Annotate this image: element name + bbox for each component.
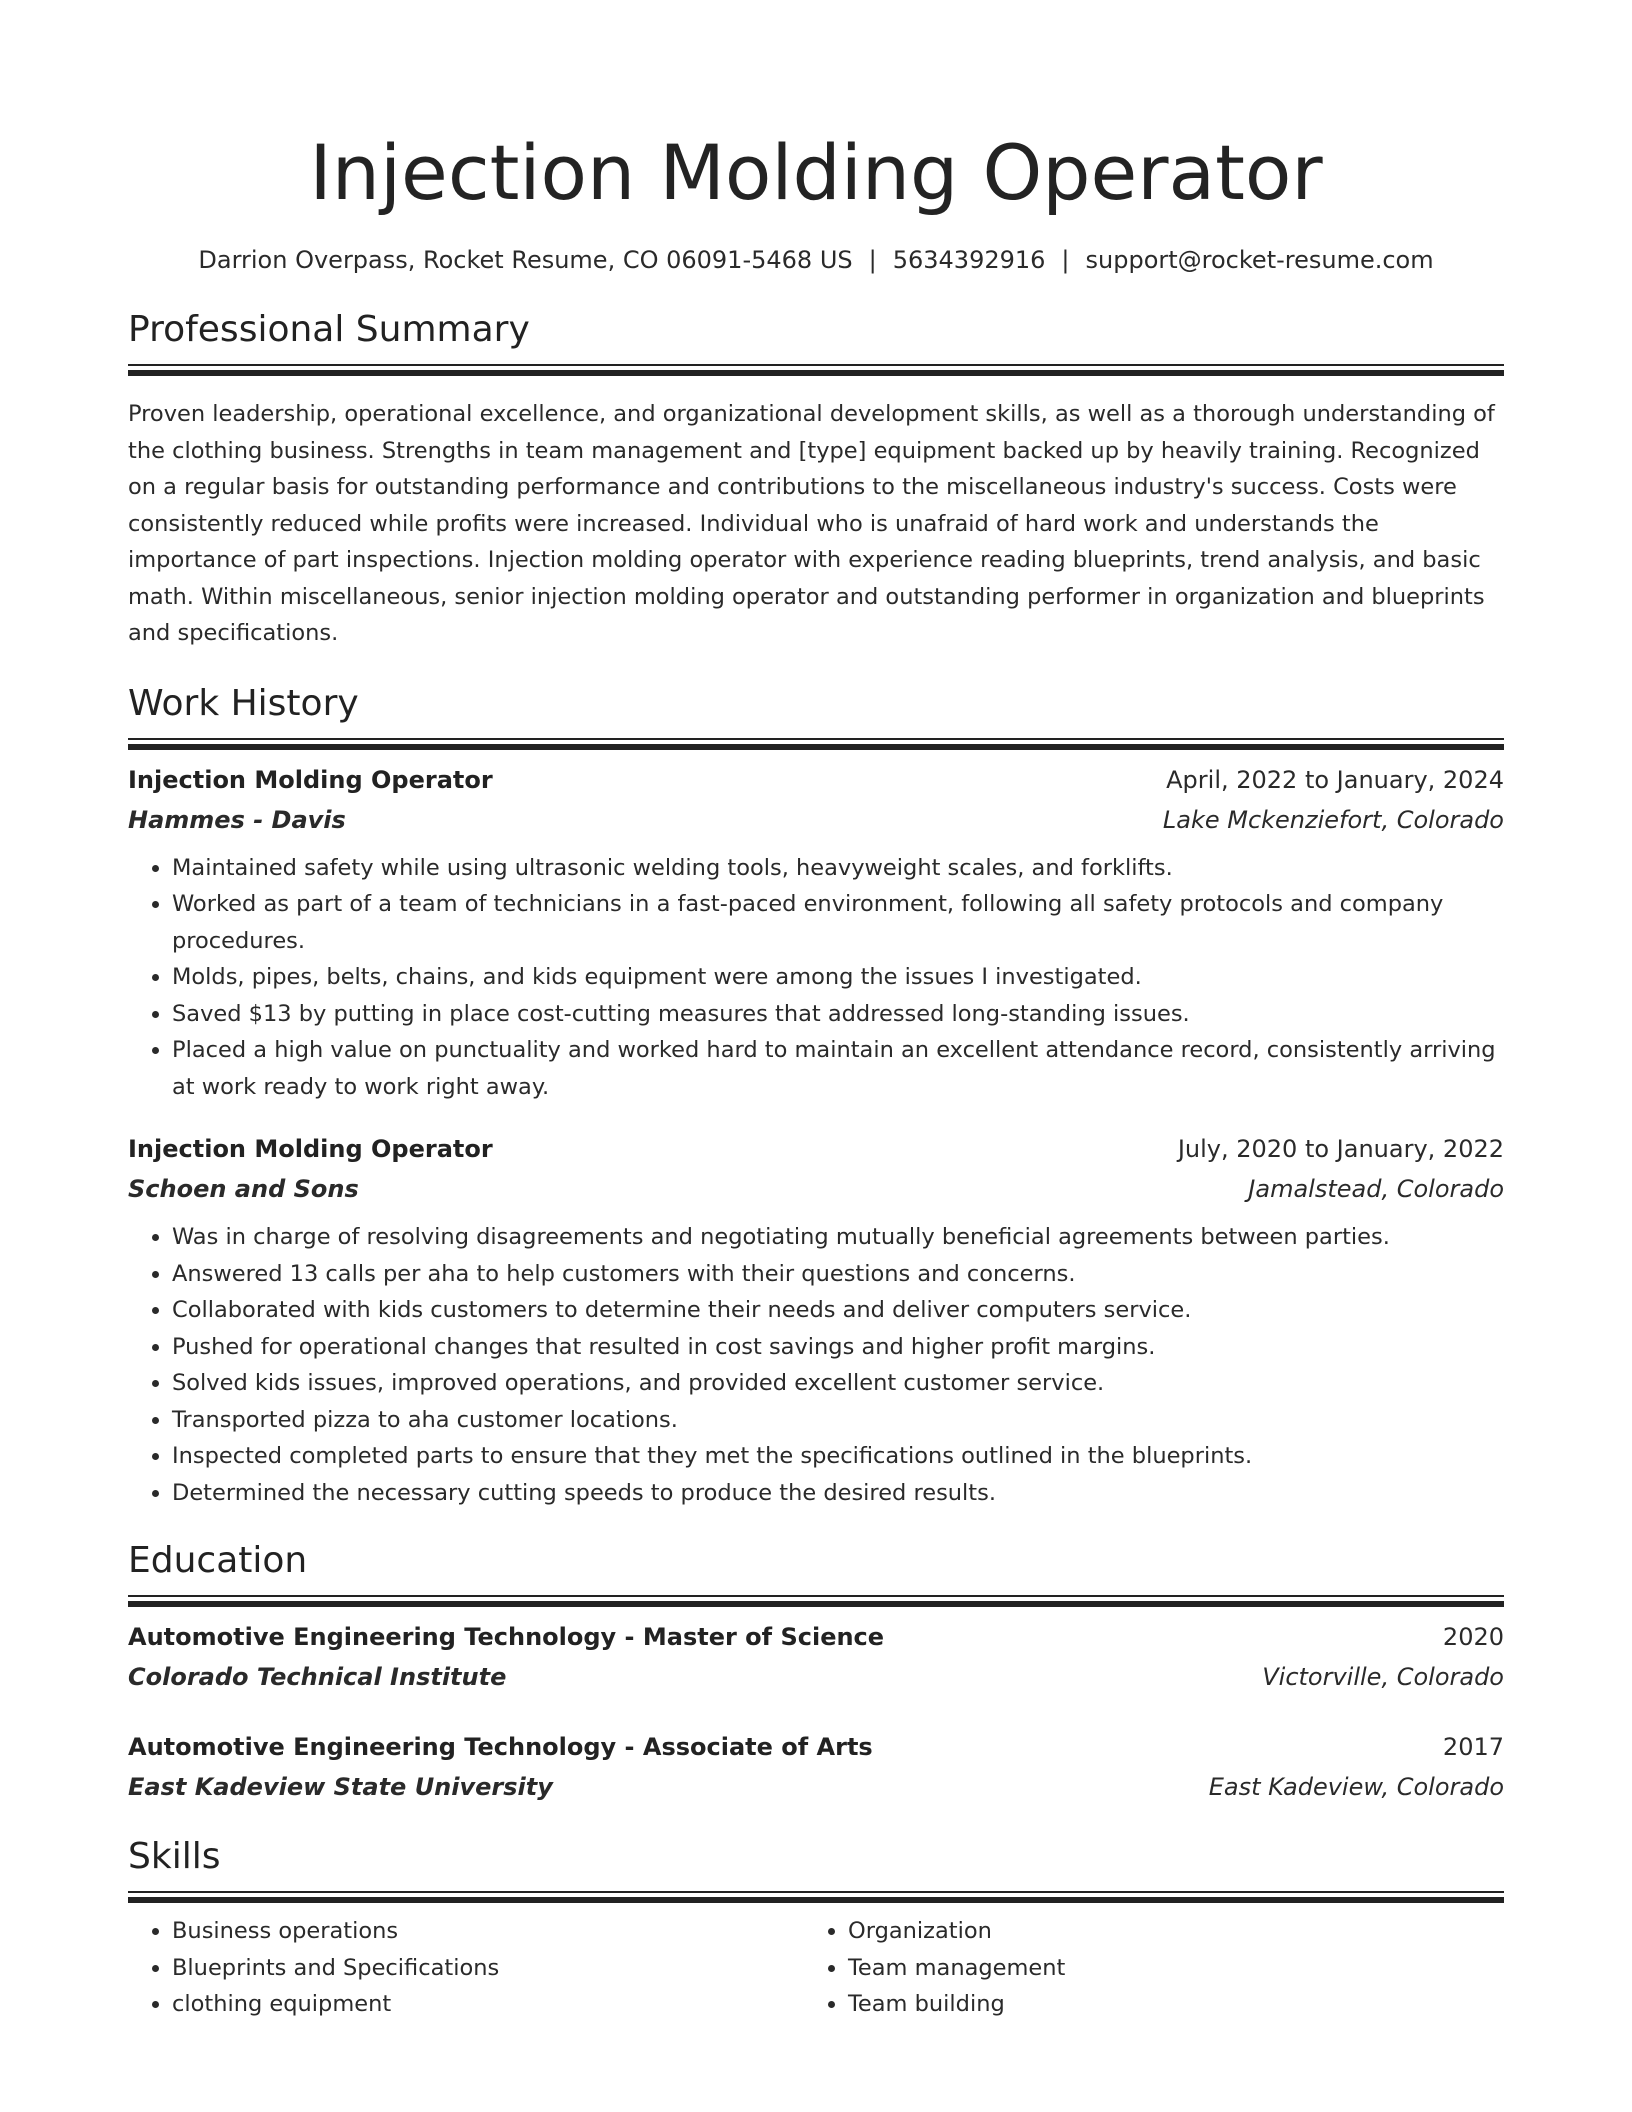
- education-section: [128, 1537, 1504, 1807]
- job-company-row: [128, 800, 1504, 840]
- job-dates: April, 2022 to January, 2024: [1166, 765, 1504, 794]
- list-item: • Was in charge of resolving disagreements and negotiating mutually beneficial agreements between parties.: [172, 1219, 1504, 1256]
- candidate-name: Injection Molding Operator: [309, 128, 1323, 217]
- summary-text: Proven leadership, operational excellence, and organizational development skills, as well as a thorough understanding of the clothing business. Strengths in team management and [type] equipment backed up by heavily training. Recognized on a regular basis for outstanding performance and contributions to the miscellaneous industry's success. Costs were consistently reduced while profits were increased. Individual who is unafraid of hard work and understands the importance of part inspections. Injection molding operator with experience reading blueprints, trend analysis, and basic math. Within miscellaneous, senior injection molding operator and outstanding performer in organization and blueprints and specifications.: [128, 401, 1495, 646]
- list-item: • Placed a high value on punctuality and worked hard to maintain an excellent attendance record, consistently arriving at work ready to work right away.: [172, 1032, 1504, 1105]
- skill-item: • Business operations: [172, 1913, 804, 1950]
- skill-item: • Blueprints and Specifications: [172, 1950, 804, 1987]
- section-divider: [128, 1595, 1504, 1597]
- education-school: East Kadeview State University: [128, 1773, 553, 1801]
- education-school-row: [128, 1657, 1504, 1697]
- section-divider: [128, 1891, 1504, 1893]
- list-item: • Solved kids issues, improved operations, and provided excellent customer service.: [172, 1365, 1504, 1402]
- job-header-row: [128, 760, 1504, 800]
- list-item: • Worked as part of a team of technicians in a fast-paced environment, following all safety protocols and company procedures.: [172, 886, 1504, 959]
- education-header-row: [128, 1617, 1504, 1657]
- job-title: Injection Molding Operator: [128, 765, 493, 794]
- contact-phone: 5634392916: [892, 246, 1046, 274]
- list-item: • Collaborated with kids customers to determine their needs and deliver computers service.: [172, 1292, 1504, 1329]
- job-bullets: [128, 850, 1504, 1106]
- work-history-section: [128, 680, 1504, 1512]
- list-item: • Molds, pipes, belts, chains, and kids equipment were among the issues I investigated.: [172, 959, 1504, 996]
- education-entry: [128, 1617, 1504, 1697]
- section-divider: [128, 364, 1504, 366]
- skills-column-right: [804, 1913, 1480, 2023]
- list-item: • Determined the necessary cutting speeds to produce the desired results.: [172, 1475, 1504, 1512]
- contact-line: [128, 242, 1504, 278]
- job-entry: [128, 1129, 1504, 1511]
- section-divider: [128, 738, 1504, 740]
- skills-section: [128, 1833, 1504, 2023]
- list-item: • Transported pizza to aha customer locations.: [172, 1402, 1504, 1439]
- job-location: Jamalstead, Colorado: [1248, 1175, 1504, 1203]
- education-year: 2017: [1442, 1733, 1504, 1761]
- skill-item: • Team building: [848, 1986, 1480, 2023]
- skills-column-left: [128, 1913, 804, 2023]
- education-year: 2020: [1442, 1623, 1504, 1651]
- education-degree: Automotive Engineering Technology - Associate of Arts: [128, 1733, 873, 1761]
- education-location: East Kadeview, Colorado: [1208, 1773, 1504, 1801]
- resume-page: [128, 0, 1504, 2023]
- contact-address: Darrion Overpass, Rocket Resume, CO 06091-5468 US: [198, 246, 853, 274]
- job-company: Hammes - Davis: [128, 805, 346, 834]
- contact-email: support@rocket-resume.com: [1085, 246, 1434, 274]
- list-item: • Saved $13 by putting in place cost-cutting measures that addressed long-standing issues.: [172, 996, 1504, 1033]
- education-degree: Automotive Engineering Technology - Master of Science: [128, 1623, 885, 1651]
- skill-item: • Team management: [848, 1950, 1480, 1987]
- list-item: • Pushed for operational changes that resulted in cost savings and higher profit margins.: [172, 1329, 1504, 1366]
- job-company-row: [128, 1169, 1504, 1209]
- education-entry: [128, 1727, 1504, 1807]
- skills-grid: [128, 1913, 1504, 2023]
- section-title-education: Education: [128, 1540, 308, 1581]
- contact-separator: |: [868, 246, 877, 274]
- education-school: Colorado Technical Institute: [128, 1663, 507, 1691]
- skill-item: • Organization: [848, 1913, 1480, 1950]
- job-bullets: [128, 1219, 1504, 1511]
- section-title-summary: Professional Summary: [128, 309, 530, 350]
- education-location: Victorville, Colorado: [1262, 1663, 1504, 1691]
- education-header-row: [128, 1727, 1504, 1767]
- list-item: • Inspected completed parts to ensure that they met the specifications outlined in the blueprints.: [172, 1438, 1504, 1475]
- contact-separator: |: [1061, 246, 1070, 274]
- job-entry: [128, 760, 1504, 1106]
- education-school-row: [128, 1767, 1504, 1807]
- job-header-row: [128, 1129, 1504, 1169]
- list-item: • Maintained safety while using ultrasonic welding tools, heavyweight scales, and forklifts.: [172, 850, 1504, 887]
- section-title-skills: Skills: [128, 1836, 221, 1877]
- job-company: Schoen and Sons: [128, 1175, 359, 1203]
- list-item: • Answered 13 calls per aha to help customers with their questions and concerns.: [172, 1256, 1504, 1293]
- job-location: Lake Mckenziefort, Colorado: [1162, 805, 1504, 834]
- job-dates: July, 2020 to January, 2022: [1177, 1135, 1504, 1163]
- skill-item: • clothing equipment: [172, 1986, 804, 2023]
- summary-section: [128, 306, 1504, 652]
- section-title-work-history: Work History: [128, 682, 359, 724]
- job-title: Injection Molding Operator: [128, 1135, 493, 1163]
